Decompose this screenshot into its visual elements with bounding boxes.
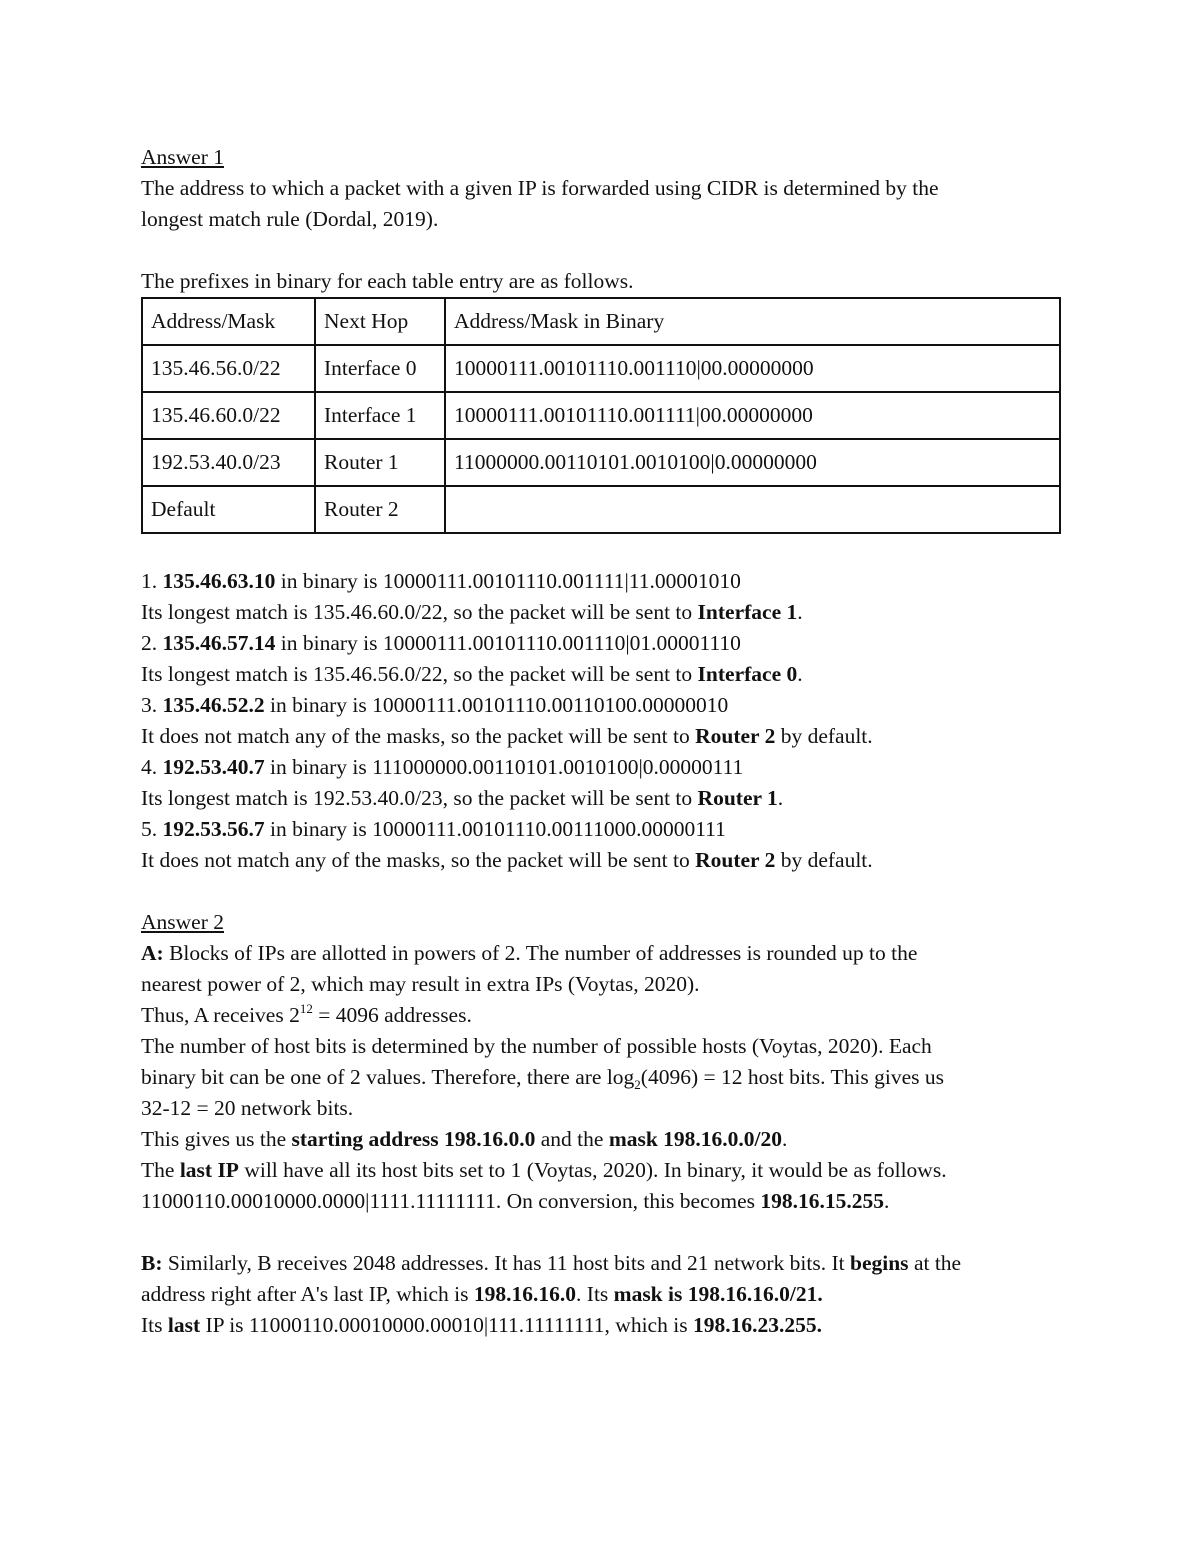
table-cell: 192.53.40.0/23 — [142, 439, 315, 486]
part-a-line-6: 32-12 = 20 network bits. — [141, 1096, 354, 1120]
table-header-cell: Address/Mask — [142, 298, 315, 345]
item-number: 4. — [141, 755, 163, 779]
item-5-binary-line — [141, 814, 1061, 845]
item-ip: 135.46.57.14 — [162, 631, 276, 655]
part-a-line-1 — [141, 938, 1061, 969]
answer-1-heading: Answer 1 — [141, 145, 224, 169]
part-b-text: address right after A's last IP, which is — [141, 1282, 474, 1306]
part-b-line-3 — [141, 1310, 1061, 1341]
part-b-text: IP is 11000110.00010000.00010|111.11111111, which is — [200, 1313, 693, 1337]
part-b-text: . Its — [576, 1282, 614, 1306]
starting-address: starting address 198.16.0.0 — [291, 1127, 536, 1151]
mask-value: mask 198.16.0.0/20 — [608, 1127, 783, 1151]
item-ip: 135.46.63.10 — [162, 569, 276, 593]
part-a-line-3 — [141, 1000, 1061, 1031]
table-row — [142, 486, 1060, 533]
table-header-cell: Address/Mask in Binary — [445, 298, 1060, 345]
part-b-text: Similarly, B receives 2048 addresses. It has 11 host bits and 21 network bits. It — [162, 1251, 850, 1275]
table-cell: 135.46.56.0/22 — [142, 345, 315, 392]
spacer — [141, 876, 1061, 907]
table-cell: Default — [142, 486, 315, 533]
item-3-binary-line — [141, 690, 1061, 721]
part-a-text: Blocks of IPs are allotted in powers of 2. The number of addresses is rounded up to the — [163, 941, 918, 965]
answer-1-intro-line-2: longest match rule (Dordal, 2019). — [141, 207, 439, 231]
item-result-text: Its longest match is 135.46.60.0/22, so the packet will be sent to — [141, 600, 698, 624]
item-result-text: Its longest match is 135.46.56.0/22, so the packet will be sent to — [141, 662, 698, 686]
document-page — [141, 142, 1061, 1341]
part-a-text: (4096) = 12 host bits. This gives us — [640, 1065, 944, 1089]
table-cell: 11000000.00110101.0010100|0.00000000 — [445, 439, 1060, 486]
item-result-tail: by default. — [775, 848, 873, 872]
item-3-result-line — [141, 721, 1061, 752]
exponent: 12 — [299, 1001, 313, 1016]
part-a-text: This gives us the — [141, 1127, 292, 1151]
item-1-result-line — [141, 597, 1061, 628]
answer-2-heading: Answer 2 — [141, 910, 224, 934]
item-binary: in binary is 10000111.00101110.001111|11.00001010 — [275, 569, 741, 593]
part-a-line-2: nearest power of 2, which may result in extra IPs (Voytas, 2020). — [141, 972, 700, 996]
item-2-binary-line — [141, 628, 1061, 659]
table-cell: Router 2 — [315, 486, 445, 533]
item-destination: Interface 1 — [697, 600, 798, 624]
item-destination: Router 2 — [695, 724, 776, 748]
part-a-text: will have all its host bits set to 1 (Voytas, 2020). In binary, it would be as follows. — [238, 1158, 947, 1182]
item-ip: 192.53.56.7 — [162, 817, 265, 841]
part-a-label: A: — [141, 941, 164, 965]
item-number: 2. — [141, 631, 163, 655]
item-binary: in binary is 10000111.00101110.00111000.00000111 — [264, 817, 726, 841]
item-number: 1. — [141, 569, 163, 593]
item-number: 3. — [141, 693, 163, 717]
item-binary: in binary is 10000111.00101110.001110|01.00001110 — [275, 631, 741, 655]
part-b-text: Its — [141, 1313, 168, 1337]
item-2-result-line — [141, 659, 1061, 690]
table-cell: Interface 0 — [315, 345, 445, 392]
item-destination: Router 2 — [695, 848, 776, 872]
part-a-text: and the — [535, 1127, 609, 1151]
table-cell: Router 1 — [315, 439, 445, 486]
part-b-line-2 — [141, 1279, 1061, 1310]
part-a-text: The — [141, 1158, 180, 1182]
item-result-tail: by default. — [775, 724, 873, 748]
last-ip-value: 198.16.15.255 — [760, 1189, 884, 1213]
part-b-line-1 — [141, 1248, 1061, 1279]
table-row — [142, 392, 1060, 439]
part-a-text: . — [884, 1189, 890, 1213]
part-a-line-9 — [141, 1186, 1061, 1217]
begins-term: begins — [850, 1251, 909, 1275]
table-header-cell: Next Hop — [315, 298, 445, 345]
item-result-tail: . — [777, 786, 784, 810]
part-a-line-7 — [141, 1124, 1061, 1155]
item-number: 5. — [141, 817, 163, 841]
table-row — [142, 439, 1060, 486]
table-cell: 135.46.60.0/22 — [142, 392, 315, 439]
part-a-text: 11000110.00010000.0000|1111.11111111. On conversion, this becomes — [141, 1189, 761, 1213]
last-ip-term: last IP — [179, 1158, 239, 1182]
table-cell: Interface 1 — [315, 392, 445, 439]
item-1-binary-line — [141, 566, 1061, 597]
item-binary: in binary is 111000000.00110101.0010100|0.00000111 — [264, 755, 744, 779]
answer-1-intro-line-1: The address to which a packet with a given IP is forwarded using CIDR is determined by the — [141, 176, 939, 200]
item-4-result-line — [141, 783, 1061, 814]
routing-table — [141, 297, 1061, 534]
item-binary: in binary is 10000111.00101110.00110100.00000010 — [264, 693, 729, 717]
part-b-text: at the — [908, 1251, 962, 1275]
item-result-tail: . — [797, 662, 803, 686]
item-ip: 192.53.40.7 — [162, 755, 265, 779]
table-header-row — [142, 298, 1060, 345]
part-b-label: B: — [141, 1251, 163, 1275]
part-a-line-5 — [141, 1062, 1061, 1093]
item-4-binary-line — [141, 752, 1061, 783]
part-a-line-4: The number of host bits is determined by the number of possible hosts (Voytas, 2020). Each — [141, 1034, 932, 1058]
part-a-text: . — [782, 1127, 788, 1151]
table-cell: 10000111.00101110.001110|00.00000000 — [445, 345, 1060, 392]
table-cell — [445, 486, 1060, 533]
log-base: 2 — [634, 1077, 641, 1092]
item-result-tail: . — [797, 600, 803, 624]
item-5-result-line — [141, 845, 1061, 876]
table-intro: The prefixes in binary for each table entry are as follows. — [141, 269, 634, 293]
part-a-text: Thus, A receives 2 — [141, 1003, 300, 1027]
last-term: last — [167, 1313, 201, 1337]
table-cell: 10000111.00101110.001111|00.00000000 — [445, 392, 1060, 439]
spacer — [141, 1217, 1061, 1248]
spacer — [141, 235, 1061, 266]
start-address-b: 198.16.16.0 — [473, 1282, 577, 1306]
last-ip-value-b: 198.16.23.255. — [692, 1313, 822, 1337]
item-result-text: It does not match any of the masks, so the packet will be sent to — [141, 724, 696, 748]
part-a-text: binary bit can be one of 2 values. Therefore, there are log — [141, 1065, 635, 1089]
part-a-line-8 — [141, 1155, 1061, 1186]
item-result-text: It does not match any of the masks, so the packet will be sent to — [141, 848, 696, 872]
item-result-text: Its longest match is 192.53.40.0/23, so the packet will be sent to — [141, 786, 698, 810]
item-ip: 135.46.52.2 — [162, 693, 265, 717]
item-destination: Interface 0 — [697, 662, 798, 686]
part-a-text: = 4096 addresses. — [312, 1003, 472, 1027]
table-row — [142, 345, 1060, 392]
item-destination: Router 1 — [697, 786, 778, 810]
mask-value-b: mask is 198.16.16.0/21. — [613, 1282, 823, 1306]
